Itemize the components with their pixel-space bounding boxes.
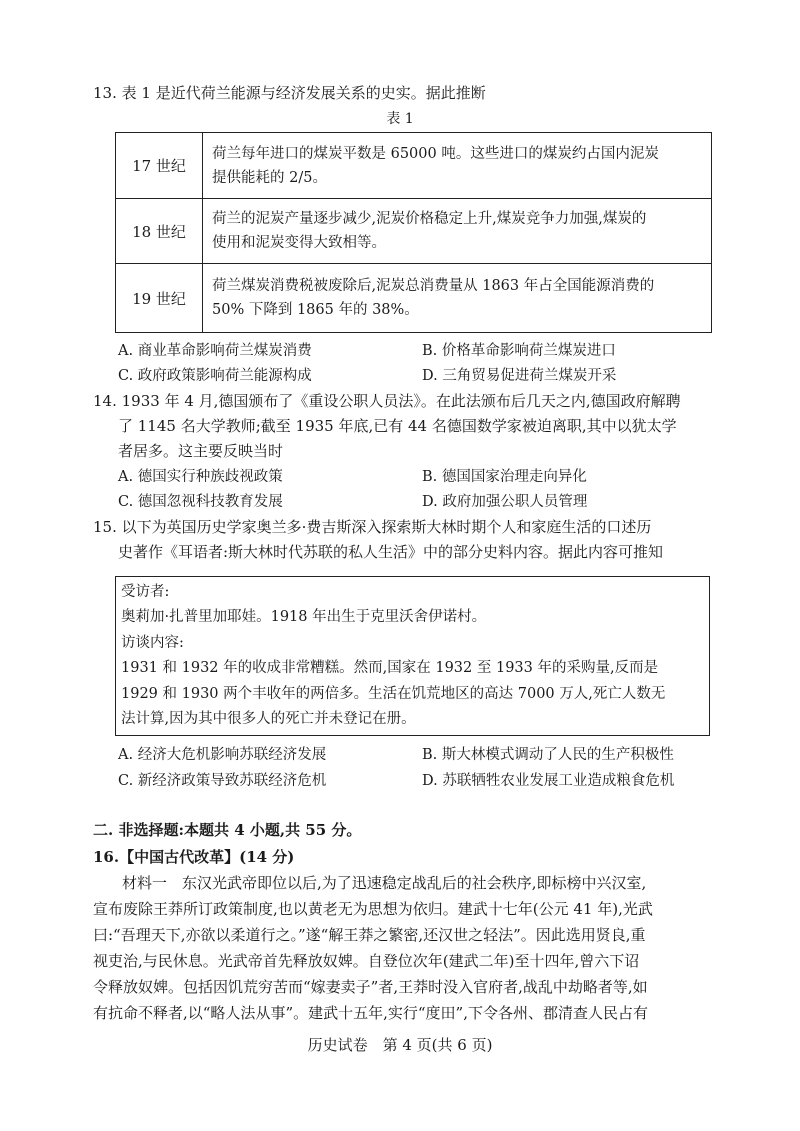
q15-stem-line: 史著作《耳语者:斯大林时代苏联的私人生活》中的部分史料内容。据此内容可推知 [118, 543, 664, 561]
q14-option-d[interactable]: D. 政府加强公职人员管理 [422, 494, 588, 510]
q13-option-d[interactable]: D. 三角贸易促进荷兰煤炭开采 [422, 368, 617, 384]
q13-option-a[interactable]: A. 商业革命影响荷兰煤炭消费 [118, 343, 312, 359]
section-title: 二. 非选择题:本题共 4 小题,共 55 分。 [93, 821, 362, 839]
table-content-cell [203, 199, 712, 264]
q14-stem-line: 者居多。这主要反映当时 [118, 442, 284, 460]
table-period-cell: 17 世纪 [116, 133, 203, 199]
q13-stem: 13. 表 1 是近代荷兰能源与经济发展关系的史实。据此推断 [93, 84, 486, 102]
q14-option-a[interactable]: A. 德国实行种族歧视政策 [118, 469, 283, 485]
source-line: 1931 和 1932 年的收成非常糟糕。然而,国家在 1932 至 1933 年的采购量,反而是 [121, 660, 659, 676]
q14-stem-line: 了 1145 名大学教师;截至 1935 年底,已有 44 名德国数学家被迫离职,其中以犹太学 [118, 417, 677, 435]
table-period-cell: 18 世纪 [116, 199, 203, 264]
source-line: 1929 和 1930 两个丰收年的两倍多。生活在饥荒地区的高达 7000 万人,死亡人数无 [121, 686, 666, 702]
material-line: 有抗命不释者,以“略人法从事”。建武十五年,实行“度田”,下令各州、郡清查人民占有 [93, 1004, 648, 1022]
table-content-line: 使用和泥炭变得大致相等。 [212, 235, 386, 251]
material-line: 曰:“吾理天下,亦欲以柔道行之。”遂“解王莽之繁密,还汉世之轻法”。因此选用贤良,重 [93, 926, 646, 944]
q14-stem-line: 14. 1933 年 4 月,德国颁布了《重设公职人员法》。在此法颁布后几天之内,德国政府解聘 [93, 392, 681, 410]
q15-option-b[interactable]: B. 斯大林模式调动了人民的生产积极性 [422, 747, 674, 763]
source-line: 法计算,因为其中很多人的死亡并未登记在册。 [121, 711, 416, 727]
q13-table [115, 132, 712, 333]
q13-option-c[interactable]: C. 政府政策影响荷兰能源构成 [118, 368, 312, 384]
source-line: 访谈内容: [121, 635, 184, 651]
q15-stem-line: 15. 以下为英国历史学家奥兰多·费吉斯深入探索斯大林时期个人和家庭生活的口述历 [93, 518, 652, 536]
table-content-line: 提供能耗的 2/5。 [212, 169, 327, 186]
q15-option-a[interactable]: A. 经济大危机影响苏联经济发展 [118, 747, 327, 763]
table-content-line: 50% 下降到 1865 年的 38%。 [212, 302, 419, 318]
material-line: 材料一 东汉光武帝即位以后,为了迅速稳定战乱后的社会秩序,即标榜中兴汉室, [122, 874, 647, 892]
page-footer: 历史试卷 第 4 页(共 6 页) [307, 1036, 493, 1054]
table-content-line: 荷兰每年进口的煤炭平数是 65000 吨。这些进口的煤炭约占国内泥炭 [212, 145, 659, 162]
table-content-cell [203, 133, 712, 199]
q13-table-caption: 表 1 [386, 111, 414, 127]
source-line: 受访者: [121, 584, 170, 600]
q16-title: 16.【中国古代改革】(14 分) [93, 848, 295, 866]
table-row [116, 199, 712, 264]
table-row [116, 264, 712, 333]
q13-option-b[interactable]: B. 价格革命影响荷兰煤炭进口 [422, 343, 616, 359]
q14-option-c[interactable]: C. 德国忽视科技教育发展 [118, 494, 283, 510]
q15-option-d[interactable]: D. 苏联牺牲农业发展工业造成粮食危机 [422, 773, 675, 789]
material-line: 令释放奴婢。包括因饥荒穷苦而“嫁妻卖子”者,王莽时没入官府者,战乱中劫略者等,如 [93, 978, 648, 996]
source-line: 奥莉加·扎普里加耶娃。1918 年出生于克里沃舍伊诺村。 [121, 609, 487, 625]
q14-option-b[interactable]: B. 德国国家治理走向异化 [422, 469, 587, 485]
q15-source-box [115, 576, 710, 736]
material-line: 宣布废除王莽所订政策制度,也以黄老无为思想为依归。建武十七年(公元 41 年),光武 [93, 900, 653, 918]
table-content-line: 荷兰的泥炭产量逐步减少,泥炭价格稳定上升,煤炭竞争力加强,煤炭的 [212, 211, 647, 227]
table-row [116, 133, 712, 199]
table-content-cell [203, 264, 712, 333]
q15-option-c[interactable]: C. 新经济政策导致苏联经济危机 [118, 773, 327, 789]
table-content-line: 荷兰煤炭消费税被废除后,泥炭总消费量从 1863 年占全国能源消费的 [212, 278, 655, 294]
table-period-cell: 19 世纪 [116, 264, 203, 333]
material-line: 视吏治,与民休息。光武帝首先释放奴婢。自登位次年(建武二年)至十四年,曾六下诏 [93, 952, 640, 970]
